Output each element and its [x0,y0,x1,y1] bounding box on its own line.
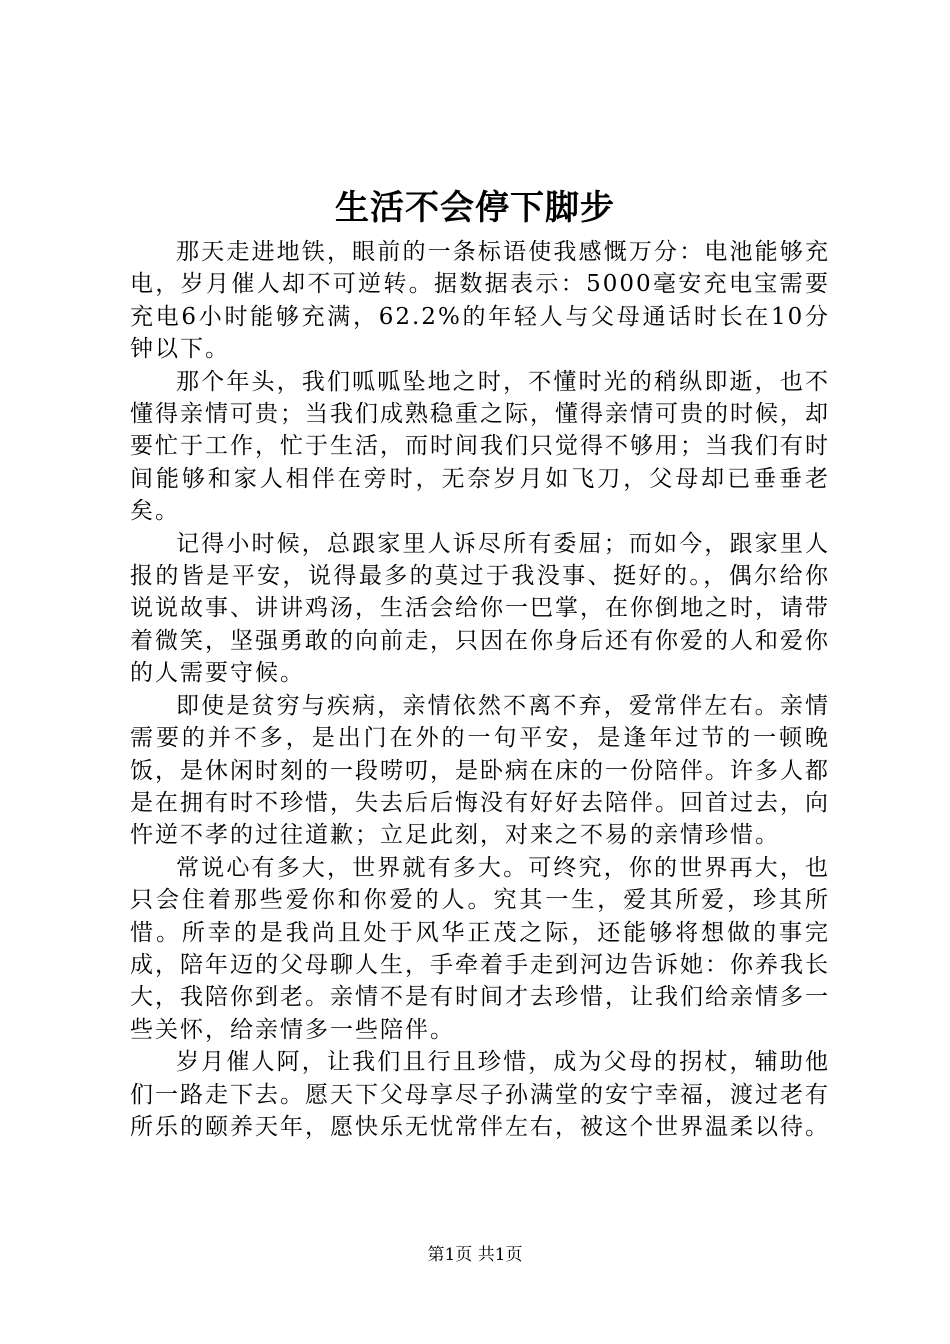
document-body [130,236,830,1143]
paragraph-3: 记得小时候，总跟家里人诉尽所有委屈；而如今，跟家里人报的皆是平安，说得最多的莫过于我没事、挺好的。，偶尔给你说说故事、讲讲鸡汤，生活会给你一巴掌，在你倒地之时，请带着微笑，坚强勇敢的向前走，只因在你身后还有你爱的人和爱你的人需要守候。 [130,530,830,687]
document-title: 生活不会停下脚步 [335,188,615,228]
paragraph-2: 那个年头，我们呱呱坠地之时，不懂时光的稍纵即逝，也不懂得亲情可贵；当我们成熟稳重之际，懂得亲情可贵的时候，却要忙于工作，忙于生活，而时间我们只觉得不够用；当我们有时间能够和家人相伴在旁时，无奈岁月如飞刀，父母却已垂垂老矣。 [130,368,830,525]
paragraph-6: 岁月催人阿，让我们且行且珍惜，成为父母的拐杖，辅助他们一路走下去。愿天下父母享尽子孙满堂的安宁幸福，渡过老有所乐的颐养天年，愿快乐无忧常伴左右，被这个世界温柔以待。 [130,1049,830,1140]
paragraph-1: 那天走进地铁，眼前的一条标语使我感慨万分：电池能够充电，岁月催人却不可逆转。据数据表示：5000毫安充电宝需要充电6小时能够充满，62.2%的年轻人与父母通话时长在10分钟以下。 [130,239,830,363]
paragraph-4: 即使是贫穷与疾病，亲情依然不离不弃，爱常伴左右。亲情需要的并不多，是出门在外的一句平安，是逢年过节的一顿晚饭，是休闲时刻的一段唠叨，是卧病在床的一份陪伴。许多人都是在拥有时不珍惜，失去后后悔没有好好去陪伴。回首过去，向忤逆不孝的过往道歉；立足此刻，对来之不易的亲情珍惜。 [130,692,830,849]
page-number-footer: 第1页 共1页 [427,1245,523,1265]
paragraph-5: 常说心有多大，世界就有多大。可终究，你的世界再大，也只会住着那些爱你和你爱的人。究其一生，爱其所爱，珍其所惜。所幸的是我尚且处于风华正茂之际，还能够将想做的事完成，陪年迈的父母聊人生，手牵着手走到河边告诉她：你养我长大，我陪你到老。亲情不是有时间才去珍惜，让我们给亲情多一些关怀，给亲情多一些陪伴。 [130,854,830,1043]
